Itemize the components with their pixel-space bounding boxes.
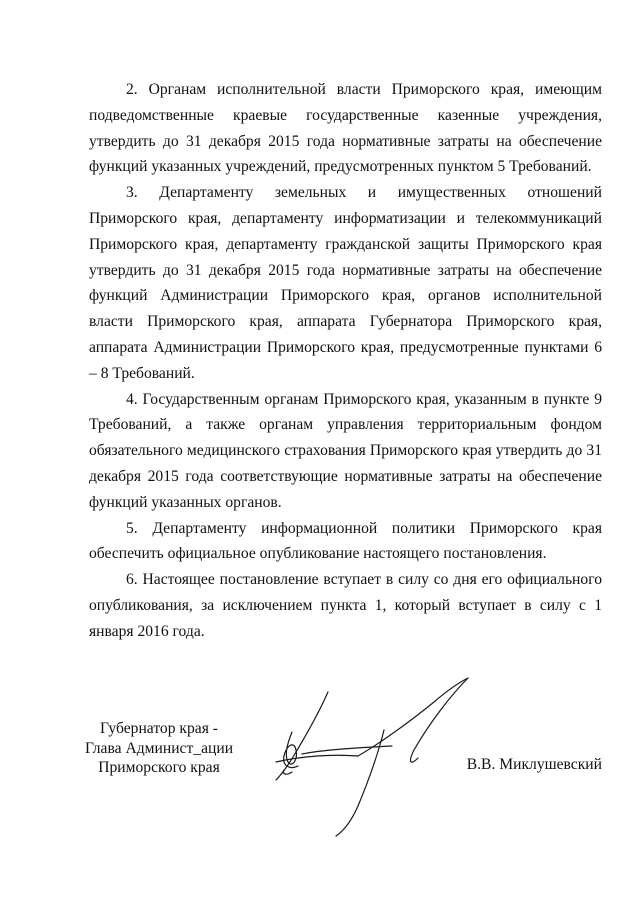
signer-name: В.В. Миклушевский — [466, 756, 602, 773]
signer-title-line: Губернатор края - — [100, 720, 218, 737]
paragraph-2: 2. Органам исполнительной власти Приморского края, имеющим подведомственные краевые государственные казенные учреждения, утвердить до 31 декабря 2015 года нормативные затраты на обеспечение функций указанных учреждений, предусмотренных пунктом 5 Требований. — [89, 81, 602, 176]
signer-title-line: Приморского края — [98, 759, 220, 776]
paragraph-4: 4. Государственным органам Приморского края, указанным в пункте 9 Требований, а также органам управления территориальным фондом обязательного медицинского страхования Приморского края утвердить до 31 декабря 2015 года соответствующие нормативные затраты на обеспечение функций указанных органов. — [89, 390, 602, 511]
paragraph-3: 3. Департаменту земельных и имущественных отношений Приморского края, департаменту информатизации и телекоммуникаций Приморского края, департаменту гражданской защиты Приморского края утвердить до 31 декабря 2015 года нормативные затраты на обеспечение функций Администрации Приморского края, органов исполнительной власти Приморского края, аппарата Губернатора Приморского края, аппарата Администрации Приморского края, предусмотренные пунктами 6 – 8 Требований. — [89, 184, 602, 382]
paragraph-5: 5. Департаменту информационной политики Приморского края обеспечить официальное опубликование настоящего постановления. — [89, 519, 602, 563]
paragraph-6: 6. Настоящее постановление вступает в силу со дня его официального опубликования, за исключением пункта 1, который вступает в силу с 1 января 2016 года. — [89, 571, 602, 640]
signer-title — [74, 719, 244, 778]
signer-title-line: Глава Админист_ации — [84, 739, 234, 757]
handwritten-signature — [262, 670, 492, 840]
document-body — [89, 77, 602, 645]
